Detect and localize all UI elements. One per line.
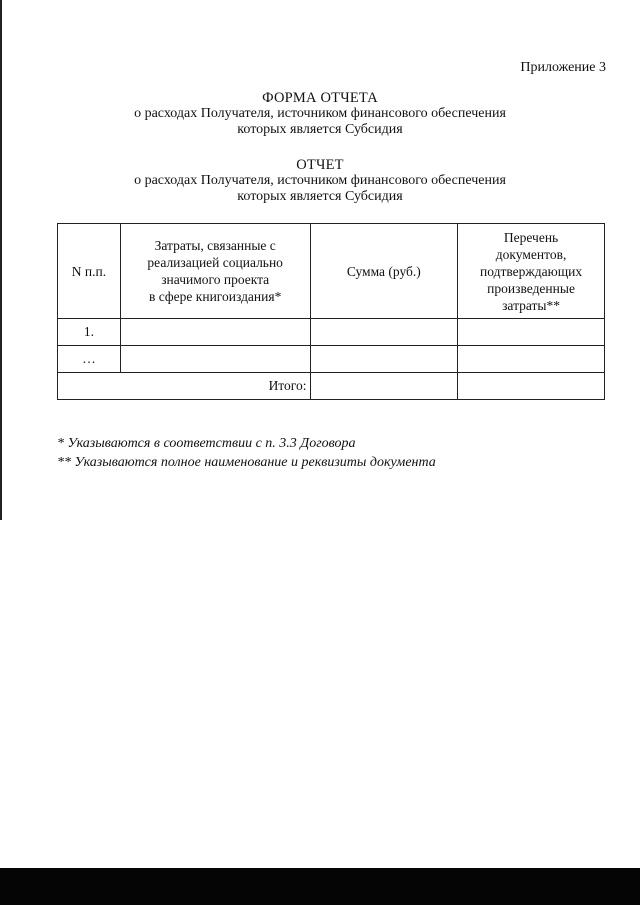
header-docs-line: произведенные bbox=[487, 280, 575, 296]
header-docs-line: затраты** bbox=[502, 297, 560, 313]
report-subtitle-line-1: о расходах Получателя, источником финансового обеспечения bbox=[134, 173, 506, 188]
header-costs-line: реализацией социально bbox=[147, 255, 283, 270]
row-sum-cell bbox=[310, 319, 458, 346]
row-number: 1. bbox=[58, 319, 121, 346]
scan-left-edge bbox=[0, 0, 2, 520]
form-heading bbox=[0, 90, 640, 138]
header-costs-line: Затраты, связанные с bbox=[154, 238, 276, 253]
total-docs-cell bbox=[458, 373, 605, 400]
appendix-label: Приложение 3 bbox=[520, 60, 606, 75]
report-title: ОТЧЕТ bbox=[296, 157, 344, 173]
header-docs-line: документов, bbox=[495, 246, 567, 262]
table-header-row bbox=[58, 224, 605, 319]
row-docs-cell bbox=[458, 319, 605, 346]
form-subtitle-line-1: о расходах Получателя, источником финансового обеспечения bbox=[134, 106, 506, 121]
expense-report-table bbox=[57, 223, 605, 400]
total-label: Итого: bbox=[58, 373, 311, 400]
footnotes bbox=[57, 434, 436, 472]
row-costs-cell bbox=[120, 319, 310, 346]
scan-bottom-edge bbox=[0, 868, 640, 905]
form-subtitle-line-2: которых является Субсидия bbox=[237, 122, 403, 137]
row-docs-cell bbox=[458, 346, 605, 373]
header-costs-line: в сфере книгоиздания* bbox=[149, 289, 282, 304]
form-title: ФОРМА ОТЧЕТА bbox=[262, 90, 378, 106]
table-row bbox=[58, 346, 605, 373]
footnote-1: * Указываются в соответствии с п. 3.3 Договора bbox=[57, 436, 356, 451]
header-docs-line: подтверждающих bbox=[480, 263, 583, 279]
report-subtitle-line-2: которых является Субсидия bbox=[237, 189, 403, 204]
report-heading bbox=[0, 157, 640, 205]
header-docs-line: Перечень bbox=[503, 229, 559, 245]
table-row bbox=[58, 319, 605, 346]
footnote-2: ** Указываются полное наименование и реквизиты документа bbox=[57, 455, 436, 470]
header-costs bbox=[120, 224, 310, 319]
row-number: … bbox=[58, 346, 121, 373]
row-sum-cell bbox=[310, 346, 458, 373]
header-sum: Сумма (руб.) bbox=[310, 224, 458, 319]
total-sum-cell bbox=[310, 373, 458, 400]
header-costs-line: значимого проекта bbox=[161, 272, 270, 287]
row-costs-cell bbox=[120, 346, 310, 373]
header-documents bbox=[458, 224, 605, 319]
header-number: N п.п. bbox=[58, 224, 121, 319]
table-total-row bbox=[58, 373, 605, 400]
